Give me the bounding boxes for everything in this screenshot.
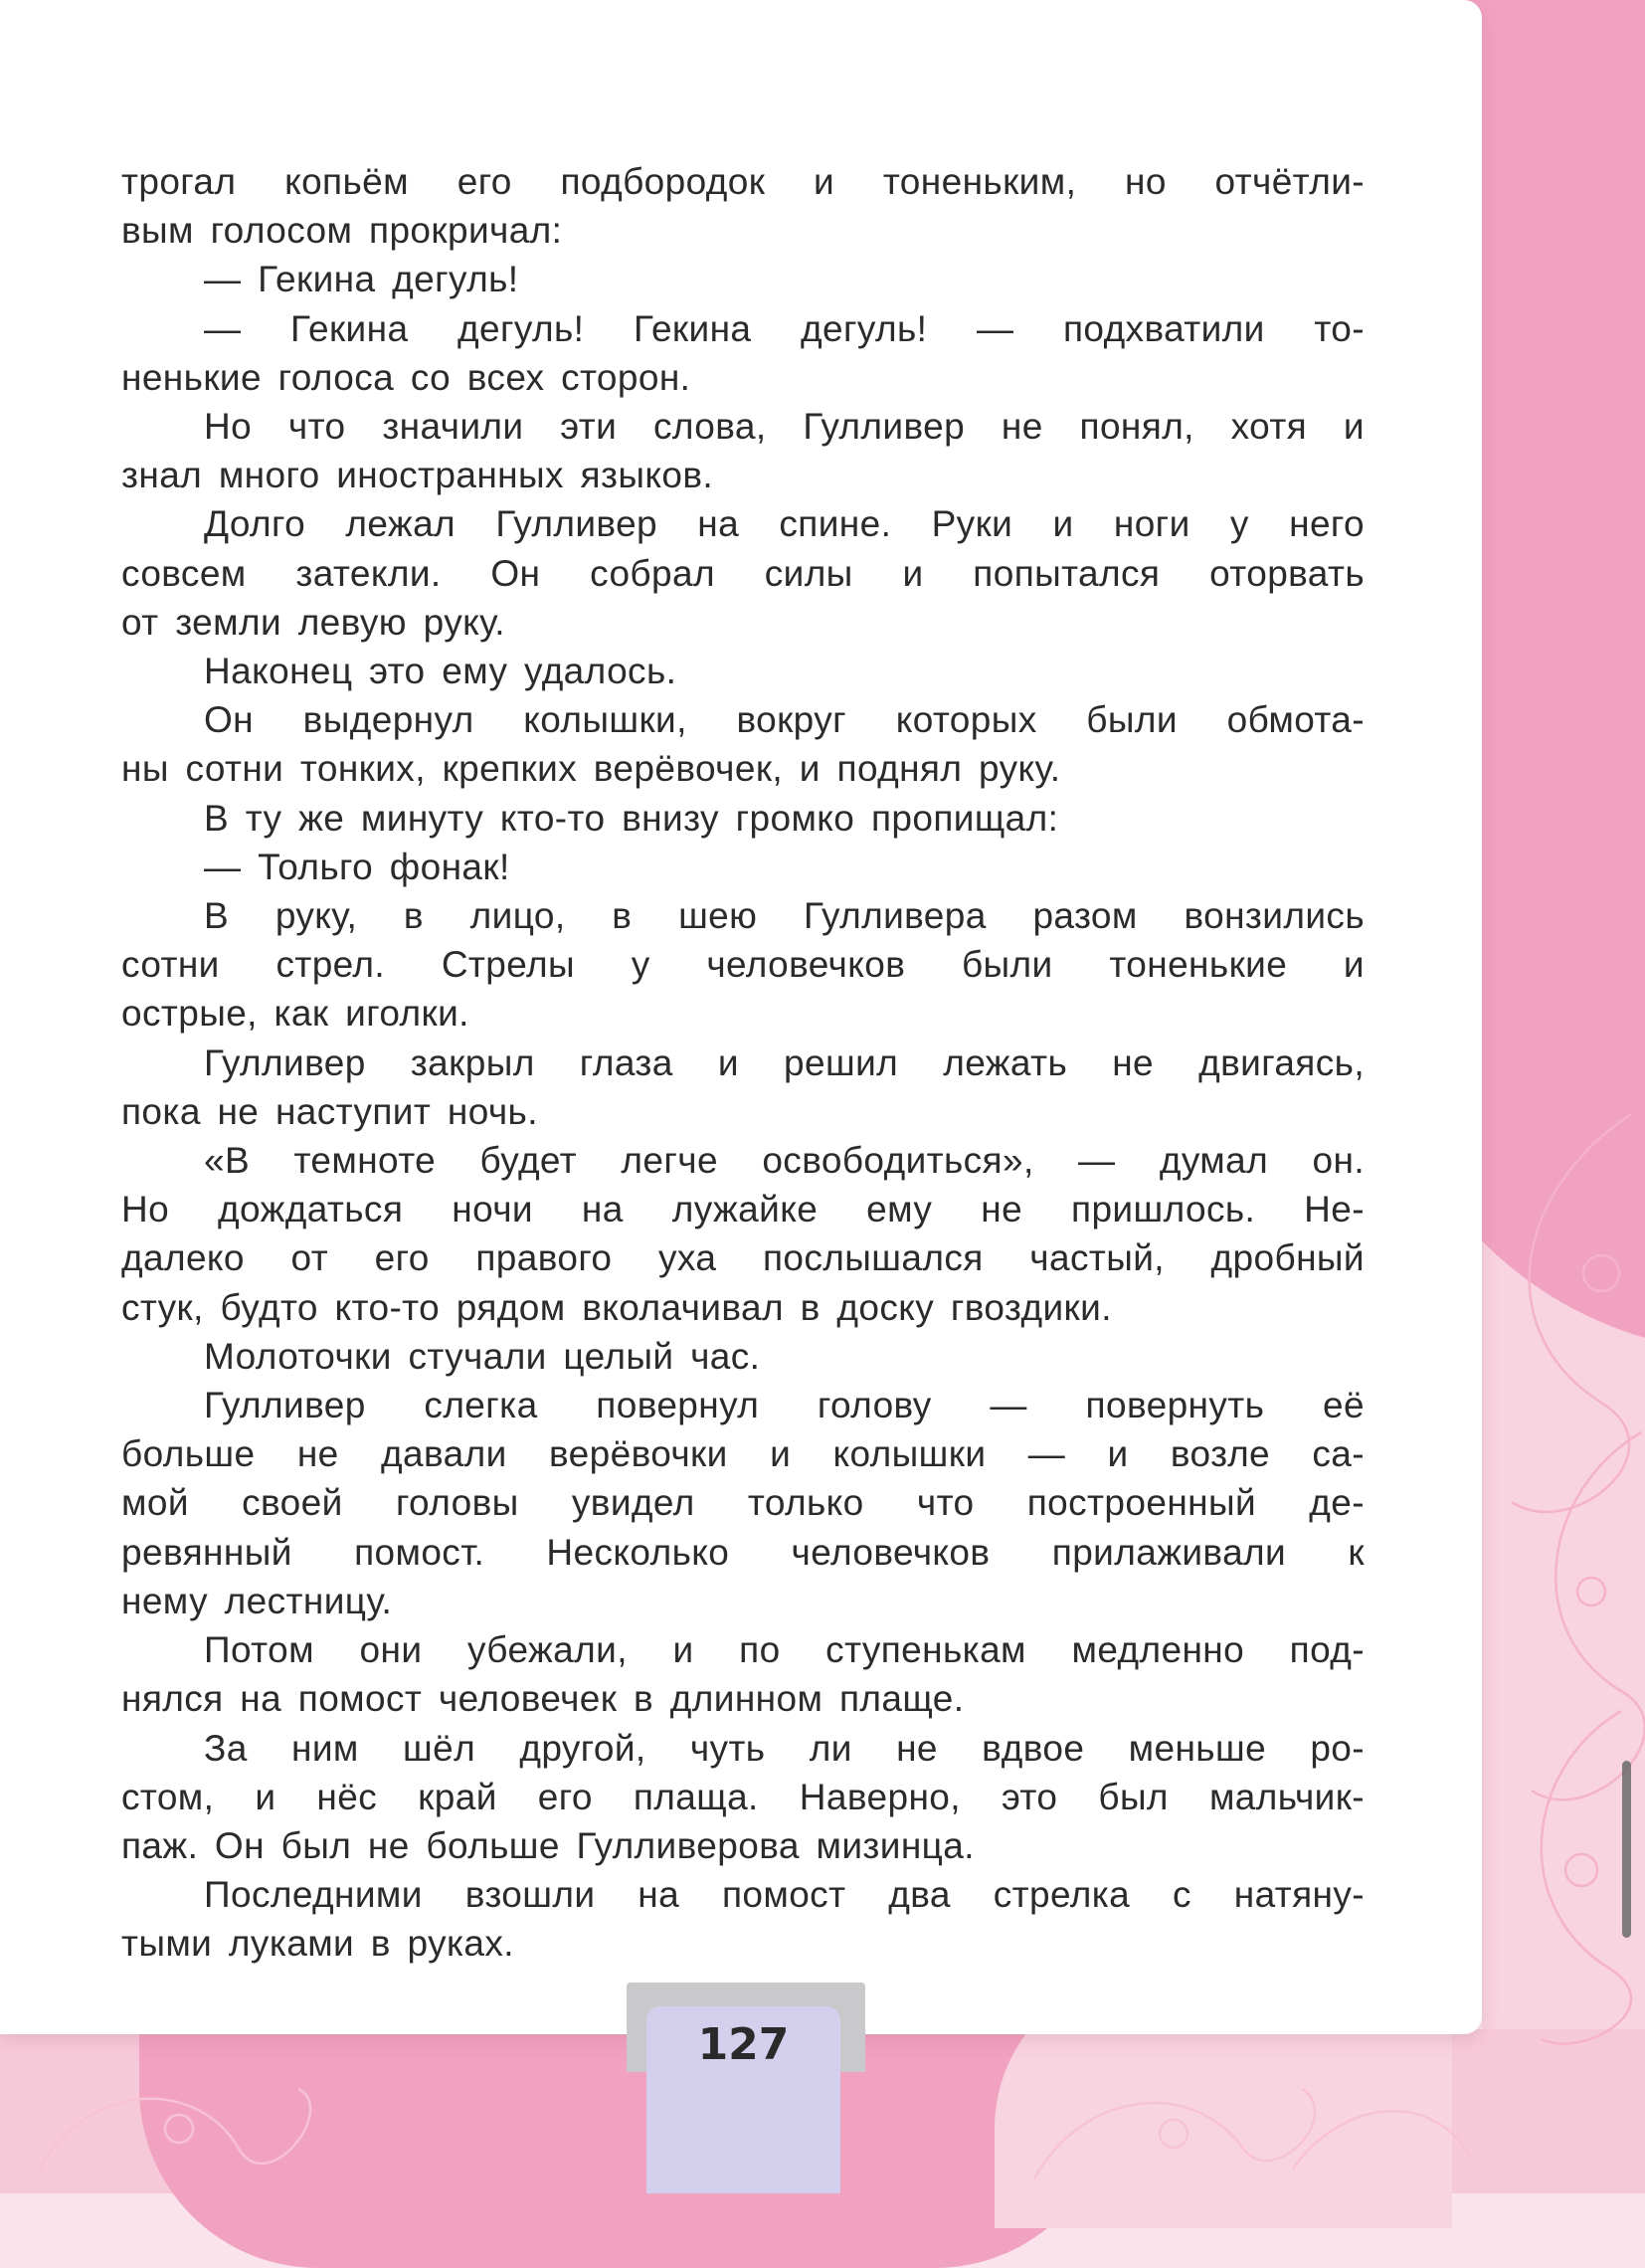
paragraph bbox=[121, 304, 1365, 402]
paragraph bbox=[121, 1332, 1365, 1381]
text-line: Гулливер закрыл глаза и решил лежать не двигаясь, bbox=[204, 1041, 1365, 1083]
scrollbar[interactable] bbox=[1622, 1761, 1631, 1938]
text-line: знал много иностранных языков. bbox=[121, 455, 714, 496]
text-line: Гулливер слегка повернул голову — повернуть её bbox=[204, 1385, 1365, 1426]
text-line: тыми луками в руках. bbox=[121, 1923, 514, 1965]
text-line: нялся на помост человечек в длинном плаще. bbox=[121, 1678, 965, 1720]
text-line: Наконец это ему удалось. bbox=[204, 651, 677, 692]
text-line: ревянный помост. Несколько человечков прилаживали к bbox=[121, 1531, 1365, 1573]
paragraph bbox=[121, 647, 1365, 695]
text-line: больше не давали верёвочки и колышки — и возле са- bbox=[121, 1433, 1365, 1475]
text-line: Последними взошли на помост два стрелка с натяну- bbox=[204, 1874, 1365, 1916]
text-line: пока не наступит ночь. bbox=[121, 1090, 538, 1132]
text-line: мой своей головы увидел только что построенный де- bbox=[121, 1482, 1365, 1524]
paragraph bbox=[121, 1625, 1365, 1723]
text-line: стом, и нёс край его плаща. Наверно, это был мальчик- bbox=[121, 1776, 1365, 1817]
text-line: паж. Он был не больше Гулливерова мизинца. bbox=[121, 1824, 975, 1866]
text-line: далеко от его правого уха послышался частый, дробный bbox=[121, 1237, 1365, 1279]
page-text bbox=[121, 157, 1365, 1969]
text-line: «В темноте будет легче освободиться», — думал он. bbox=[204, 1140, 1365, 1182]
text-line: — Гекина дегуль! Гекина дегуль! — подхватили то- bbox=[204, 307, 1365, 349]
paragraph bbox=[121, 1381, 1365, 1625]
text-line: Он выдернул колышки, вокруг которых были обмота- bbox=[204, 699, 1365, 741]
text-line: Но что значили эти слова, Гулливер не понял, хотя и bbox=[204, 406, 1365, 448]
page-number: 127 bbox=[697, 2019, 790, 2070]
text-line: нему лестницу. bbox=[121, 1580, 393, 1621]
text-line: Потом они убежали, и по ступенькам медленно под- bbox=[204, 1629, 1365, 1671]
paragraph bbox=[121, 499, 1365, 647]
text-line: сотни стрел. Стрелы у человечков были тоненькие и bbox=[121, 944, 1365, 986]
text-line: стук, будто кто-то рядом вколачивал в доску гвоздики. bbox=[121, 1286, 1112, 1328]
text-line: трогал копьём его подбородок и тоненьким, но отчётли- bbox=[121, 161, 1365, 202]
paragraph bbox=[121, 157, 1365, 255]
text-line: ненькие голоса со всех сторон. bbox=[121, 356, 691, 398]
text-line: — Тольго фонак! bbox=[204, 846, 510, 887]
paragraph bbox=[121, 1136, 1365, 1332]
text-line: острые, как иголки. bbox=[121, 993, 469, 1035]
paragraph bbox=[121, 255, 1365, 303]
text-line: Но дождаться ночи на лужайке ему не пришлось. Не- bbox=[121, 1189, 1365, 1230]
paragraph bbox=[121, 1039, 1365, 1136]
paragraph bbox=[121, 695, 1365, 793]
text-line: Долго лежал Гулливер на спине. Руки и ноги у него bbox=[204, 503, 1365, 545]
text-line: В ту же минуту кто-то внизу громко пропищал: bbox=[204, 797, 1059, 839]
text-line: совсем затекли. Он собрал силы и попытался оторвать bbox=[121, 552, 1365, 594]
text-line: За ним шёл другой, чуть ли не вдвое меньше ро- bbox=[204, 1727, 1365, 1769]
paragraph bbox=[121, 1870, 1365, 1968]
paragraph bbox=[121, 794, 1365, 843]
text-line: — Гекина дегуль! bbox=[204, 259, 519, 300]
text-line: вым голосом прокричал: bbox=[121, 210, 563, 252]
paragraph bbox=[121, 843, 1365, 891]
paragraph bbox=[121, 891, 1365, 1039]
paragraph bbox=[121, 402, 1365, 499]
text-line: от земли левую руку. bbox=[121, 601, 505, 643]
text-line: Молоточки стучали целый час. bbox=[204, 1335, 761, 1377]
text-line: ны сотни тонких, крепких верёвочек, и поднял руку. bbox=[121, 748, 1061, 790]
paragraph bbox=[121, 1724, 1365, 1871]
text-line: В руку, в лицо, в шею Гулливера разом вонзились bbox=[204, 895, 1365, 937]
